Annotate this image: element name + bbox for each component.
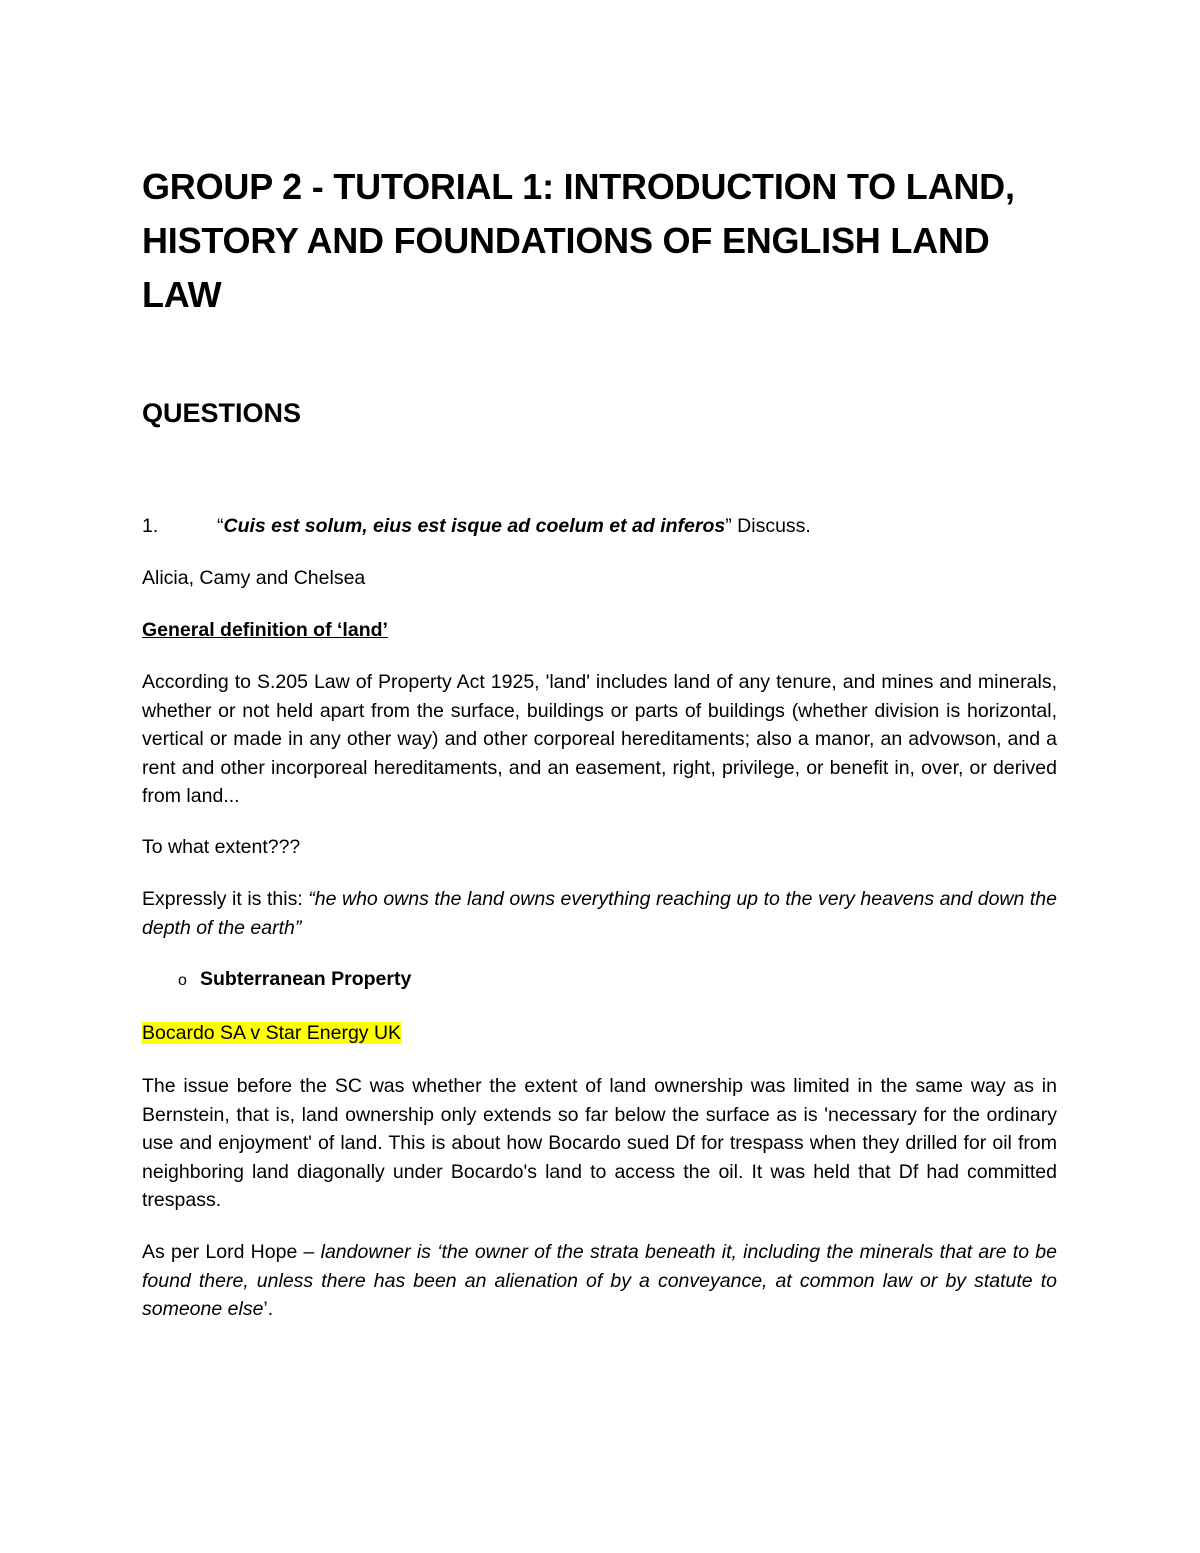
definition-heading-text: General definition of ‘land’ <box>142 619 388 641</box>
bullet-subterranean-property <box>178 965 411 996</box>
question-instruction: Discuss. <box>731 515 811 537</box>
definition-heading <box>142 616 1057 645</box>
expressly-intro: Expressly it is this: <box>142 888 309 910</box>
question-1 <box>142 512 1057 541</box>
bullet-label: Subterranean Property <box>200 968 412 990</box>
quote-close: ” <box>725 515 732 537</box>
document-title: GROUP 2 - TUTORIAL 1: INTRODUCTION TO LAND, HISTORY AND FOUNDATIONS OF ENGLISH LAND LAW <box>142 166 1015 315</box>
question-number: 1. <box>142 515 159 537</box>
lord-hope-quote: landowner is ‘the owner of the strata beneath it, including the minerals that are to be found there, unless there has been an alienation of by a conveyance, at common law or by statute to someone else <box>142 1241 1057 1320</box>
latin-maxim: Cuis est solum, eius est isque ad coelum et ad inferos <box>223 515 726 537</box>
bullet-marker-icon: o <box>178 972 187 989</box>
definition-paragraph: According to S.205 Law of Property Act 1925, 'land' includes land of any tenure, and mines and minerals, whether or not held apart from the surface, buildings or parts of buildings (whether division is horizontal, vertical or made in any other way) and other corporeal hereditaments; also a manor, an advowson, and a rent and other incorporeal hereditaments, and an easement, right, privilege, or benefit in, over, or derived from land... <box>142 671 1057 807</box>
expressly-quote: “he who owns the land owns everything reaching up to the very heavens and down the depth of the earth” <box>142 888 1057 939</box>
expressly-paragraph <box>142 885 1057 942</box>
quote-open: “ <box>217 515 224 537</box>
extent-question: To what extent??? <box>142 836 301 858</box>
lord-hope-paragraph <box>142 1238 1057 1324</box>
case-paragraph: The issue before the SC was whether the extent of land ownership was limited in the same way as in Bernstein, that is, land ownership only extends so far below the surface as is 'necessary for the ordinary use and enjoyment' of land. This is about how Bocardo sued Df for trespass when they drilled for oil from neighboring land diagonally under Bocardo's land to access the oil. It was held that Df had committed trespass. <box>142 1075 1057 1211</box>
case-name-line <box>142 1019 1057 1048</box>
authors-line: Alicia, Camy and Chelsea <box>142 567 366 589</box>
case-name-highlighted: Bocardo SA v Star Energy UK <box>142 1022 402 1044</box>
section-heading-questions: QUESTIONS <box>142 398 302 428</box>
lord-hope-end: ’. <box>263 1298 274 1320</box>
lord-hope-intro: As per Lord Hope – <box>142 1241 321 1263</box>
